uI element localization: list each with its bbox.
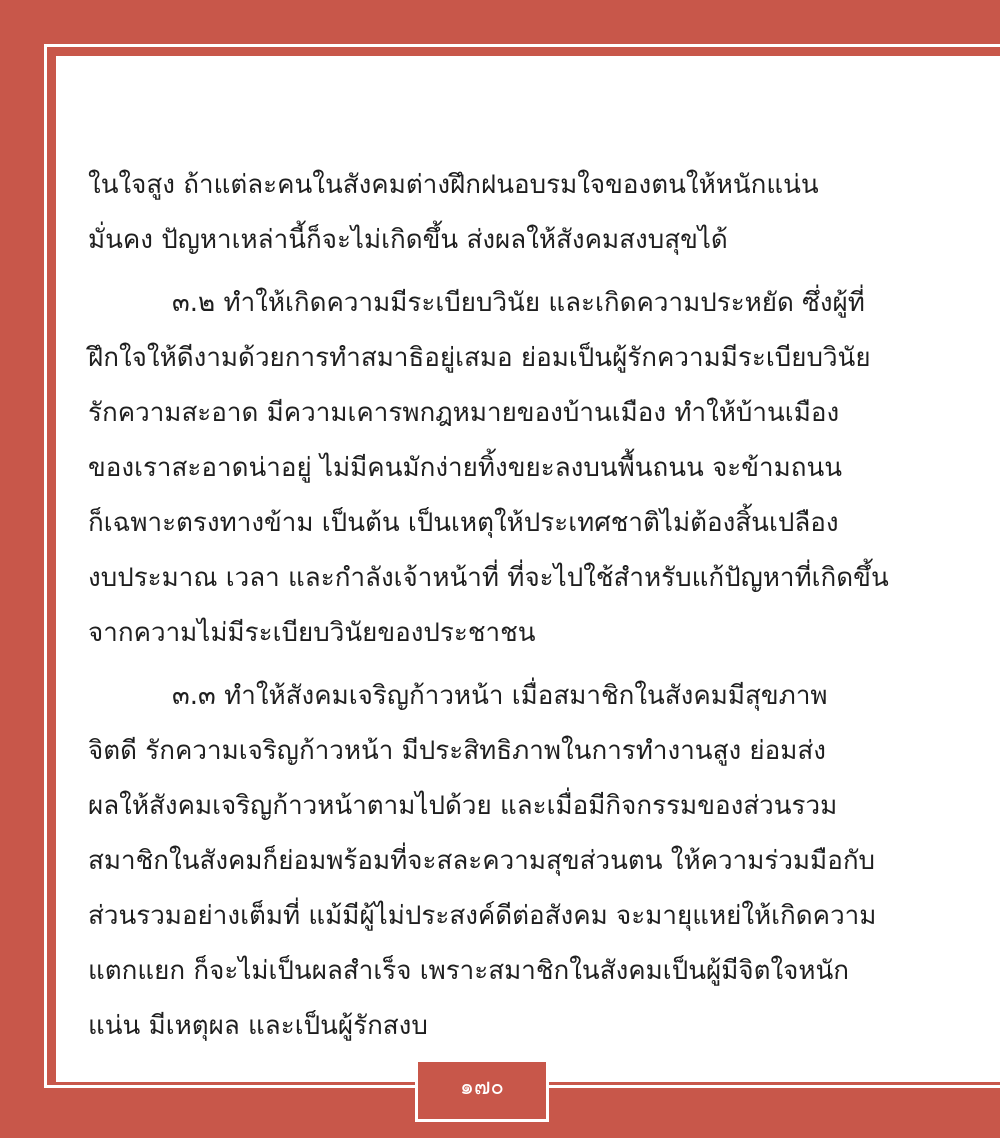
page-number-tab: [415, 1062, 549, 1122]
paragraph-spacing: [88, 268, 878, 276]
paragraph-line: ก็เฉพาะตรงทางข้าม เป็นต้น เป็นเหตุให้ประเทศชาติไม่ต้องสิ้นเปลือง: [88, 508, 839, 538]
paragraph-line: แน่น มีเหตุผล และเป็นผู้รักสงบ: [88, 1011, 428, 1041]
paragraph-1: [88, 158, 878, 268]
paragraph-line: ส่วนรวมอย่างเต็มที่ แม้มีผู้ไม่ประสงค์ดีต่อสังคม จะมายุแหย่ให้เกิดความ: [88, 901, 877, 931]
paragraph-line: จิตดี รักความเจริญก้าวหน้า มีประสิทธิภาพในการทำงานสูง ย่อมส่ง: [88, 736, 826, 766]
paragraph-line: แตกแยก ก็จะไม่เป็นผลสำเร็จ เพราะสมาชิกในสังคมเป็นผู้มีจิตใจหนัก: [88, 956, 850, 986]
paragraph-line: ฝึกใจให้ดีงามด้วยการทำสมาธิอยู่เสมอ ย่อมเป็นผู้รักความมีระเบียบวินัย: [88, 343, 871, 373]
paragraph-line: ของเราสะอาดน่าอยู่ ไม่มีคนมักง่ายทิ้งขยะลงบนพื้นถนน จะข้ามถนน: [88, 453, 843, 483]
paragraph-line: จากความไม่มีระเบียบวินัยของประชาชน: [88, 618, 536, 648]
document-body: [88, 158, 889, 1054]
paragraph-line: มั่นคง ปัญหาเหล่านี้ก็จะไม่เกิดขึ้น ส่งผลให้สังคมสงบสุขได้: [88, 225, 728, 255]
paragraph-line: งบประมาณ เวลา และกำลังเจ้าหน้าที่ ที่จะไปใช้สำหรับแก้ปัญหาที่เกิดขึ้น: [88, 563, 889, 593]
paragraph-line: ในใจสูง ถ้าแต่ละคนในสังคมต่างฝึกฝนอบรมใจของตนให้หนักแน่น: [88, 170, 819, 200]
paragraph-line: สมาชิกในสังคมก็ย่อมพร้อมที่จะสละความสุขส่วนตน ให้ความร่วมมือกับ: [88, 846, 876, 876]
paragraph-line: รักความสะอาด มีความเคารพกฎหมายของบ้านเมือง ทำให้บ้านเมือง: [88, 398, 840, 428]
paragraph-line: ๓.๓ ทำให้สังคมเจริญก้าวหน้า เมื่อสมาชิกในสังคมมีสุขภาพ: [172, 681, 828, 711]
paragraph-2: [88, 276, 889, 661]
paragraph-line: ๓.๒ ทำให้เกิดความมีระเบียบวินัย และเกิดความประหยัด ซึ่งผู้ที่: [172, 288, 865, 318]
paragraph-3: [88, 669, 878, 1054]
page-number: ๑๗๐: [460, 1075, 504, 1100]
paragraph-line: ผลให้สังคมเจริญก้าวหน้าตามไปด้วย และเมื่อมีกิจกรรมของส่วนรวม: [88, 791, 838, 821]
paragraph-spacing: [88, 661, 878, 669]
